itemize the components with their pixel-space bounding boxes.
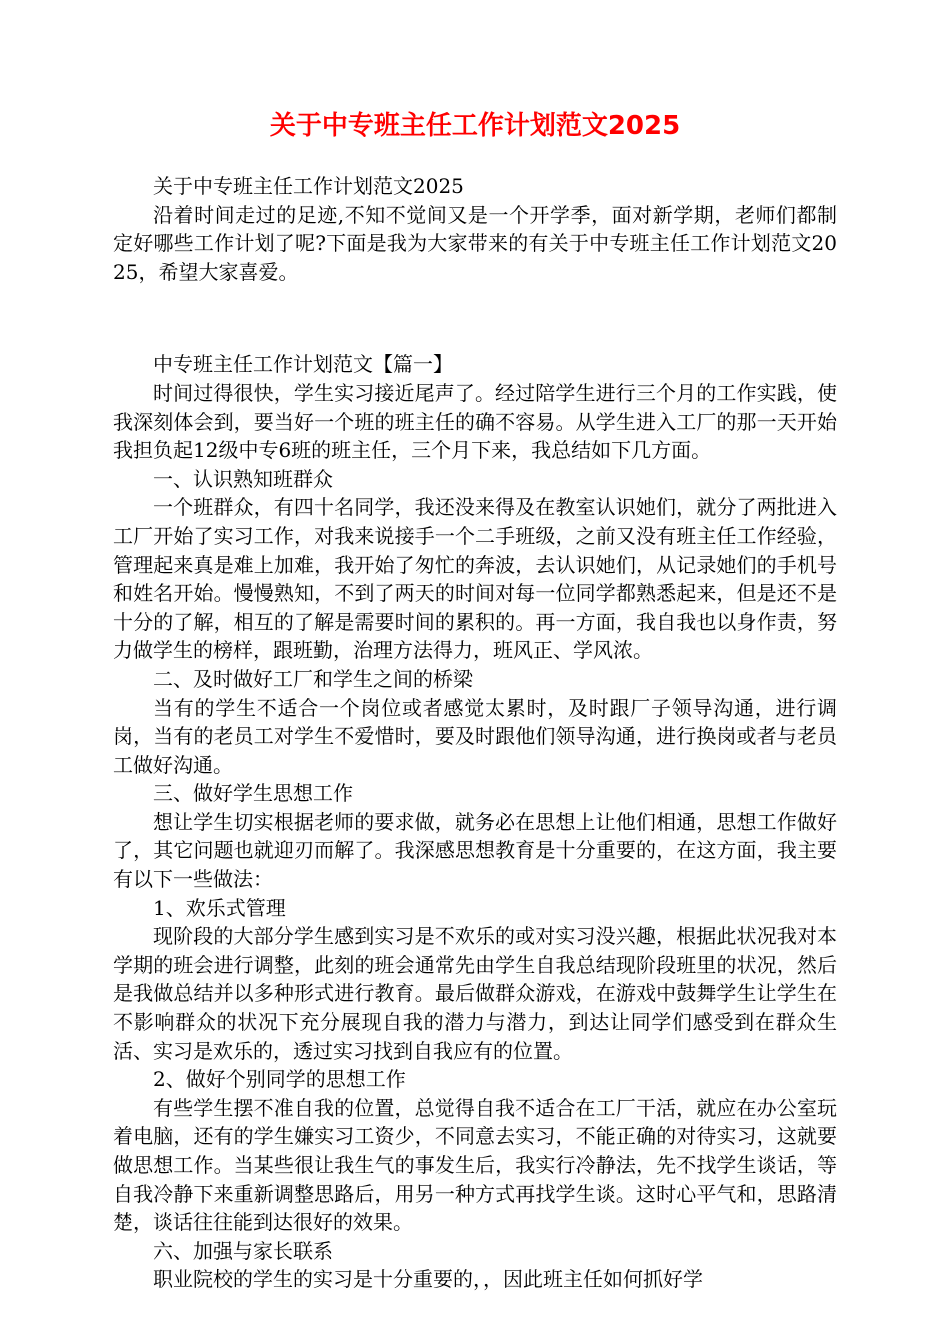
paragraph: 时间过得很快，学生实习接近尾声了。经过陪学生进行三个月的工作实践，使我深刻体会到，要当好一个班的班主任的确不容易。从学生进入工厂的那一天开始我担负起12级中专6班的班主任，三个月下来，我总结如下几方面。 [113,380,837,463]
page-title: 关于中专班主任工作计划范文2025 [269,111,681,141]
paragraph: 有些学生摆不准自我的位置，总觉得自我不适合在工厂干活，就应在办公室玩着电脑，还有的学生嫌实习工资少，不同意去实习，不能正确的对待实习，这就要做思想工作。当某些很让我生气的事发生后，我实行冷静法，先不找学生谈话，等自我冷静下来重新调整思路后，用另一种方式再找学生谈。这时心平气和，思路清楚，谈话往往能到达很好的效果。 [113,1095,837,1235]
paragraph: 职业院校的学生的实习是十分重要的，，因此班主任如何抓好学 [153,1267,703,1292]
paragraph: 现阶段的大部分学生感到实习是不欢乐的或对实习没兴趣，根据此状况我对本学期的班会进行调整，此刻的班会通常先由学生自我总结现阶段班里的状况，然后是我做总结并以多种形式进行教育。最后做群众游戏，在游戏中鼓舞学生让学生在不影响群众的状况下充分展现自我的潜力与潜力，到达让同学们感受到在群众生活、实习是欢乐的，透过实习找到自我应有的位置。 [113,924,837,1063]
paragraph: 想让学生切实根据老师的要求做，就务必在思想上让他们相通，思想工作做好了，其它问题也就迎刃而解了。我深感思想教育是十分重要的，在这方面，我主要有以下一些做法： [113,809,837,892]
intro-heading: 关于中专班主任工作计划范文2025 [153,174,464,198]
section-heading: 中专班主任工作计划范文【篇一】 [153,352,453,377]
sub-heading: 三、做好学生思想工作 [153,781,353,806]
document-body [113,172,837,1294]
section-gap [113,286,837,350]
sub-heading: 六、加强与家长联系 [153,1238,333,1263]
paragraph: 一个班群众，有四十名同学，我还没来得及在教室认识她们，就分了两批进入工厂开始了实习工作，对我来说接手一个二手班级，之前又没有班主任工作经验，管理起来真是难上加难，我开始了匆忙的奔波，去认识她们，从记录她们的手机号和姓名开始。慢慢熟知，不到了两天的时间对每一位同学都熟悉起来，但是还不是十分的了解，相互的了解是需要时间的累积的。再一方面，我自我也以身作责，努力做学生的榜样，跟班勤，治理方法得力，班风正、学风浓。 [113,495,837,663]
intro-paragraph: 沿着时间走过的足迹,不知不觉间又是一个开学季，面对新学期，老师们都制定好哪些工作计划了呢?下面是我为大家带来的有关于中专班主任工作计划范文2025，希望大家喜爱。 [113,202,837,284]
sub-heading: 二、及时做好工厂和学生之间的桥梁 [153,666,473,691]
paragraph: 当有的学生不适合一个岗位或者感觉太累时，及时跟厂子领导沟通，进行调岗，当有的老员工对学生不爱惜时，要及时跟他们领导沟通，进行换岗或者与老员工做好沟通。 [113,695,837,777]
sub-heading: 一、认识熟知班群众 [153,466,333,491]
sub-heading: 2、做好个别同学的思想工作 [153,1067,406,1092]
sub-heading: 1、欢乐式管理 [153,895,286,920]
